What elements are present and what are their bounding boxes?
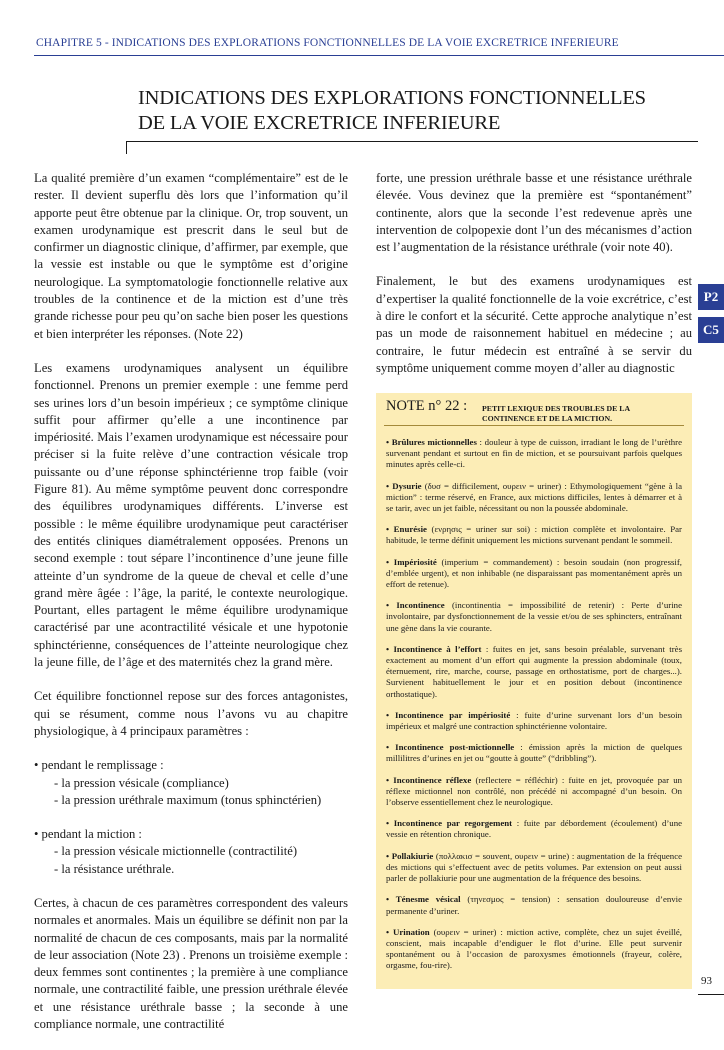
entry-text: : douleur à type de cuisson, irradiant le long de l’urèthre survenant pendant et surtout en fin de miction, et se poursuivant parfois quelques minutes après celle-ci. (386, 437, 682, 470)
list-remplissage (34, 757, 348, 809)
entry-text: (reflectere = réfléchir) : fuite en jet, provoquée par un réflexe mictionnel non contrôlé, non précédé ni accompagné d’un besoin. On l’observe essentiellement chez le neurologique. (386, 774, 682, 808)
entry-term: • Incontinence par impériosité (386, 709, 511, 720)
note-heading: NOTE n° 22 : (386, 398, 468, 414)
note-rule (384, 425, 684, 426)
paragraph: Les examens urodynamiques analysent un équilibre fonctionnel. Prenons un premier exemple : une femme perd ses urines lors d’un besoin impérieux ; ce symptôme clinique suffit pour affirmer qu’elle a une incontinence par impériosité. Mais l’examen urodynamique est nécessaire pour préciser si la fuite relève d’une contraction vésicale trop puissante ou d’une réponse sphinctérienne trop faible (voir Figure 81). Au même symptôme peuvent donc correspondre des équilibres urodynamiques différents. L’inverse est possible : le même équilibre urodynamique peut caractériser des entités cliniques diamétralement opposées. Prenons un second exemple : tout sépare l’incontinence d’une jeune fille atteinte d’un syndrome de la queue de cheval et celle d’une grand mère âgée : l’âge, la parité, le contexte neurologique. Pourtant, elles partagent le même équilibre urodynamique caractérisé par une acontractilité vésicale et une hypotonie sphinctérienne, conséquences de l’atteinte neurologique chez la jeune fille, de l’âge et des maternités chez la grand mère. (34, 360, 348, 670)
paragraph: Finalement, le but des examens urodynamiques est d’expertiser la qualité fonctionnelle de la voie excrétrice, c’est à dire le confort et la sécurité. Cette approche analytique n’est pas un mode de raisonnement habituel en médecine ; au contraire, le futur médecin est entraîné à se servir du symptôme uniquement comme moyen d’aller au diagnostic (376, 274, 692, 375)
entry-text: (δυσ = difficilement, ουρειν = uriner) : Ethymologiquement “gène à la miction” : terme réservé, en France, aux mictions difficiles, lentes à démarrer et à se tarir, avec un jet faible, nécessitant ou non la poussée abdominale. (386, 480, 682, 514)
entry-term: • Ténesme vésical (386, 894, 461, 905)
entry-text: : fuites en jet, sans besoin préalable, survenant très exactement au moment d’un effort qui augmente la pression abdominale (toux, éternuement, rire, marche, course, passage en orthostatisme, port de charges...). Survienent habituellement le jour et en position debout (incontinence orthostatique). (386, 643, 683, 699)
entry-text: (incontinentia = impossibilité de retenir) : Perte d’urine involontaire, par dysfonctionnement de la vessie et/ou de ses sphincters, entraînant une gène dans la vie courante. (386, 600, 682, 633)
entry-term: • Brûlures mictionnelles (386, 437, 477, 447)
entry-term: • Enurésie (386, 524, 427, 535)
entry-text: (ενρησις = uriner sur soi) : miction complète et involontaire. Par habitude, le terme définit uniquement les mictions survenant pendant le sommeil. (386, 524, 682, 546)
entry-term: • Incontinence par regorgement (386, 818, 513, 829)
list-item: - la résistance uréthrale. (54, 861, 175, 876)
entry-term: • Incontinence réflexe (386, 774, 472, 785)
lexicon-entry (386, 851, 682, 885)
entry-text: (πολλακισ = souvent, ουρειν = urine) : augmentation de la fréquence des mictions qui s’effectuent avec de petits volumes. Par extension on peut aussi parler de pollakiurie pour une augmentation de la fréquence des besoins. (386, 850, 682, 884)
lexicon-entry (386, 927, 682, 972)
lexicon-entry (386, 742, 682, 764)
lexicon-entry (386, 600, 682, 634)
paragraph: Certes, à chacun de ces paramètres correspondent des valeurs normales et anormales. Mais un équilibre se définit non par la normalité de chacun de ces composants, mais par la normalité de leur association (Note 23) . Prenons un troisième exemple : deux femmes sont continentes ; la première à une compliance normale, une contractilité faible, une pression uréthrale élevée et une résistance uréthrale basse ; la seconde à une compliance normale, une contractilité (34, 895, 348, 1032)
entry-term: • Incontinence à l’effort (386, 643, 482, 654)
lexicon-entries (386, 437, 682, 982)
list-item: - la pression vésicale mictionnelle (contractilité) (54, 844, 298, 859)
paragraph: forte, une pression uréthrale basse et une résistance uréthrale élevée. Vous devinez que la première est “spontanément” continente, alors que la seconde l’est redevenue après une intervention de colpopexie dont l’un des mécanismes d’action est l’augmentation de la résistance uréthrale (voir note 40). (376, 171, 692, 255)
entry-text: : émission après la miction de quelques millilitres d’urines en jet ou “goutte à goutte” (“dribbling”). (386, 742, 682, 764)
entry-text: (imperium = commandement) : besoin soudain (non progressif, d’emblée urgent), et non inhibable (ne disparaissant pas momentanément après un effort de retenue). (386, 556, 682, 590)
lexicon-entry (386, 818, 682, 840)
list-miction (34, 826, 348, 878)
header-rule (34, 55, 724, 56)
lexicon-entry (386, 557, 682, 591)
entry-text: (ουρειν = uriner) : miction active, complète, chez un sujet éveillé, conscient, mais incapable d’endiguer le flot d’urine. Elle peut survenir spontanément ou à l’occasion de paroxysmes émotionnels (frayeur, colère, orgasme, fou-rire). (386, 926, 683, 971)
entry-term: • Dysurie (386, 480, 422, 491)
lexicon-entry (386, 524, 682, 546)
lexicon-entry (386, 437, 682, 471)
title-rule-tick (126, 141, 127, 154)
entry-term: • Incontinence post-mictionnelle (386, 742, 515, 753)
section-tab-c5[interactable]: C5 (698, 317, 724, 343)
list-item: - la pression vésicale (compliance) (54, 775, 229, 790)
entry-text: (τηνεσμος = tension) : sensation douloureuse d’envie permanente d’uriner. (386, 894, 682, 916)
lexicon-entry (386, 775, 682, 809)
page-title (138, 86, 698, 136)
note-subtitle: PETIT LEXIQUE DES TROUBLES DE LA CONTINENCE ET DE LA MICTION. (482, 404, 630, 423)
right-column (376, 170, 692, 394)
list-item: - la pression uréthrale maximum (tonus sphinctérien) (54, 792, 322, 807)
page-number: 93 (701, 975, 712, 987)
entry-term: • Incontinence (386, 600, 445, 611)
entry-text: : fuite d’urine survenant lors d’un besoin impérieux et malgré une contraction sphinctérienne volontaire. (386, 709, 682, 732)
lexicon-entry (386, 894, 682, 916)
section-tab-p2[interactable]: P2 (698, 284, 724, 310)
entry-term: • Pollakiurie (386, 850, 434, 861)
entry-term: • Urination (386, 926, 430, 937)
paragraph: Cet équilibre fonctionnel repose sur des forces antagonistes, qui se résument, comme nous l’avons vu au chapitre physiologique, à 4 principaux paramètres : (34, 689, 348, 738)
entry-text: : fuite par débordement (écoulement) d’une vessie en rétention chronique. (386, 818, 682, 840)
running-head: CHAPITRE 5 - INDICATIONS DES EXPLORATIONS FONCTIONNELLES DE LA VOIE EXCRETRICE INFERIEURE (36, 37, 619, 49)
lexicon-entry (386, 710, 682, 732)
lexicon-entry (386, 644, 682, 700)
title-rule (126, 141, 698, 142)
list-title: • pendant la miction : (34, 827, 142, 842)
lexicon-entry (386, 481, 682, 515)
note-box (376, 393, 692, 989)
list-title: • pendant le remplissage : (34, 758, 164, 773)
title-line-2: DE LA VOIE EXCRETRICE INFERIEURE (138, 112, 501, 134)
page-number-rule (698, 994, 724, 995)
title-line-1: INDICATIONS DES EXPLORATIONS FONCTIONNELLES (138, 87, 646, 109)
left-column (34, 170, 348, 1050)
entry-term: • Impériosité (386, 556, 437, 567)
paragraph: La qualité première d’un examen “complémentaire” est de le rester. Il devient superflu dès lors que l’information qu’il apporte peut être obtenue par la clinique. Or, trop souvent, un examen urodynamique est prescrit dans le seul but de confirmer un diagnostic clinique, d’affirmer, par exemple, que la vessie est instable ou que le symptôme est d’origine neurologique. La symptomatologie fonctionnelle relative aux troubles de la continence et de la miction est d’une très grande richesse pour peu qu’on sache bien poser les questions et bien interpréter les réponses. (Note 22) (34, 171, 348, 341)
